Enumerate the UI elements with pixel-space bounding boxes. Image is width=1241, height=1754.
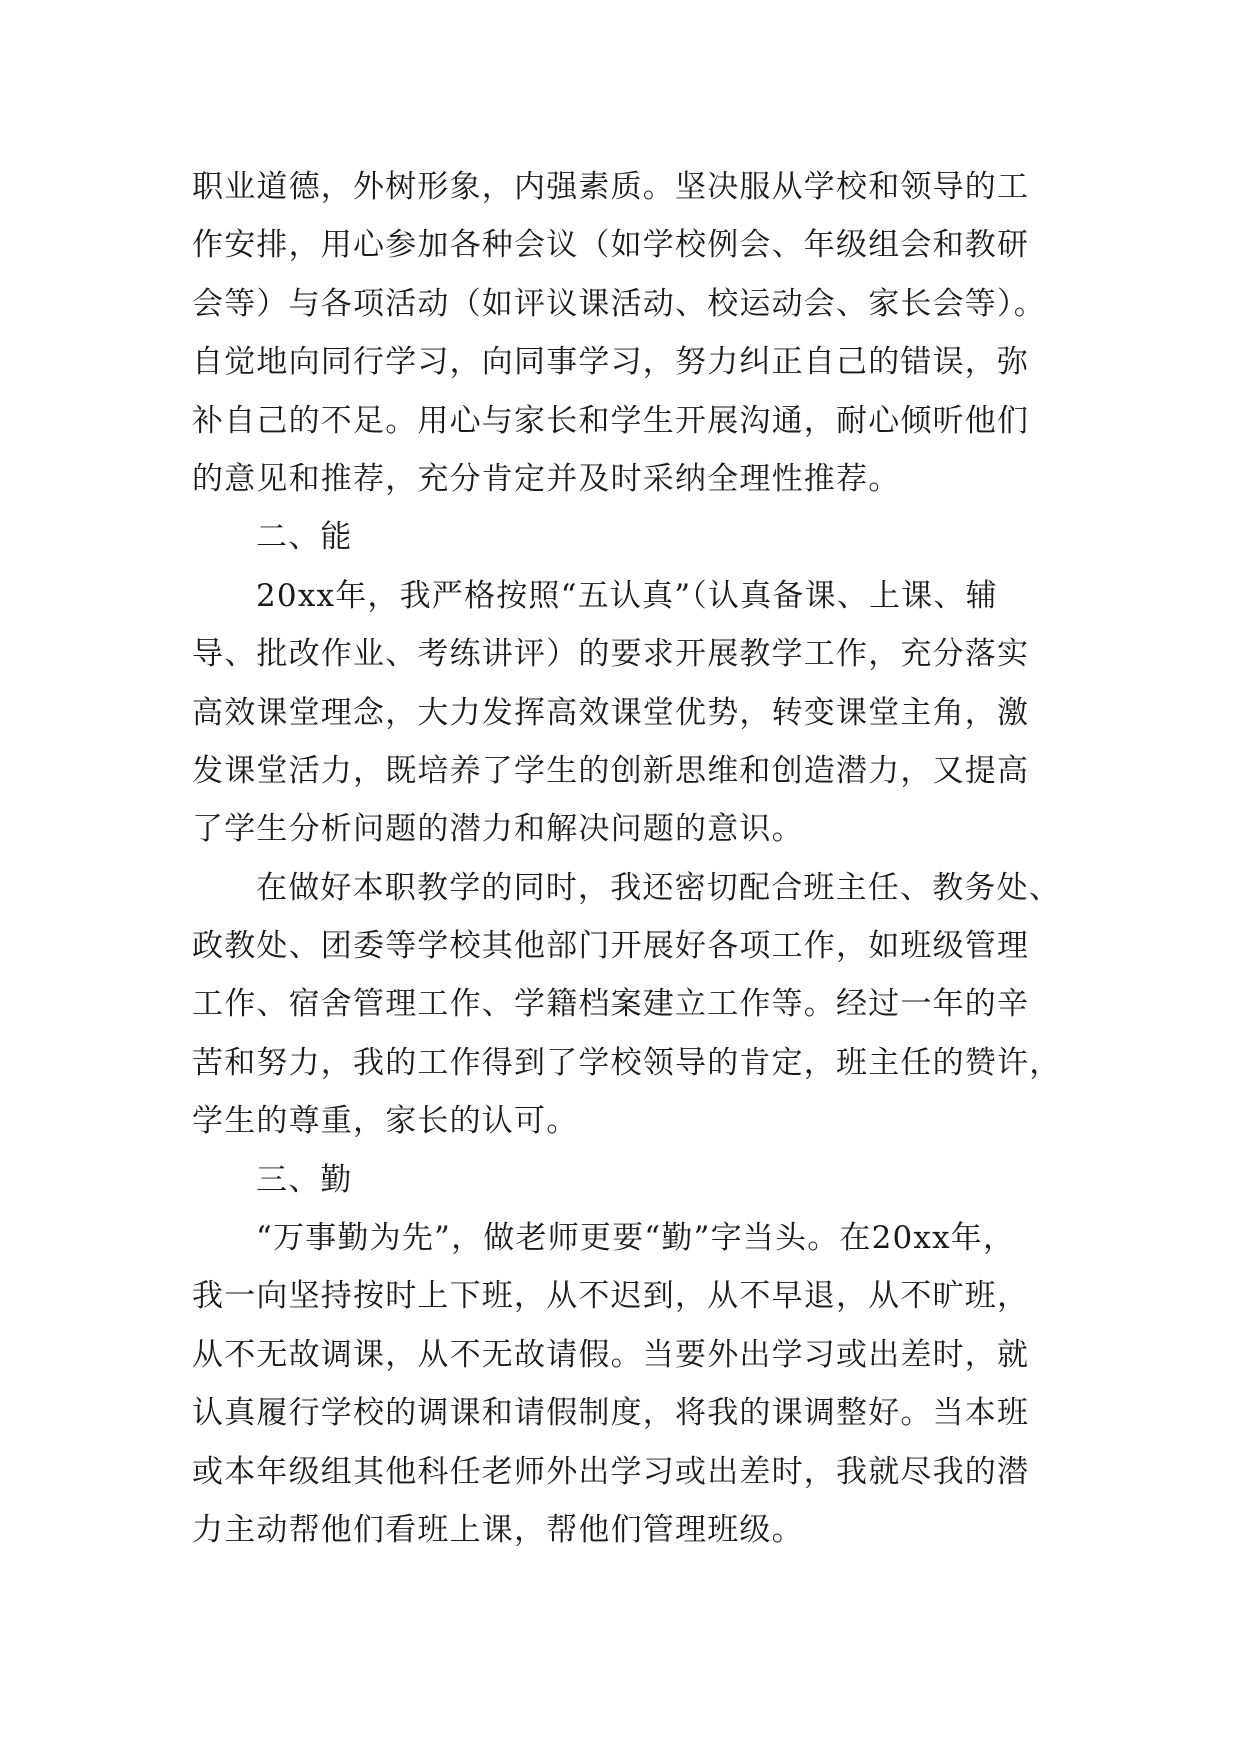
- document-line: 职业道德，外树形象，内强素质。坚决服从学校和领导的工: [192, 169, 1030, 205]
- document-line: 苦和努力，我的工作得到了学校领导的肯定，班主任的赞许，: [192, 1044, 1062, 1081]
- document-line: 了学生分析问题的潜力和解决问题的意识。: [192, 811, 804, 848]
- document-line: 学生的尊重，家长的认可。: [192, 1103, 579, 1140]
- document-line: 补自己的不足。用心与家长和学生开展沟通，耐心倾听他们: [192, 402, 1030, 439]
- document-line: 或本年级组其他科任老师外出学习或出差时，我就尽我的潜: [192, 1453, 1030, 1490]
- document-line: 自觉地向同行学习，向同事学习，努力纠正自己的错误，弥: [192, 344, 1030, 381]
- document-line: 作安排，用心参加各种会议（如学校例会、年级组会和教研: [192, 227, 1030, 264]
- document-line: 三、勤: [256, 1161, 353, 1198]
- document-line: 力主动帮他们看班上课，帮他们管理班级。: [192, 1511, 804, 1548]
- document-line: 的意见和推荐，充分肯定并及时采纳全理性推荐。: [192, 460, 901, 497]
- document-line: 工作、宿舍管理工作、学籍档案建立工作等。经过一年的辛: [192, 986, 1030, 1023]
- document-line: 导、批改作业、考练讲评）的要求开展教学工作，充分落实: [192, 636, 1030, 673]
- document-body: [192, 158, 1062, 1559]
- document-line: 高效课堂理念，大力发挥高效课堂优势，转变课堂主角，激: [192, 694, 1030, 731]
- document-line: 二、能: [256, 519, 353, 556]
- document-line: 发课堂活力，既培养了学生的创新思维和创造潜力，又提高: [192, 752, 1030, 789]
- document-line: 在做好本职教学的同时，我还密切配合班主任、教务处、: [256, 869, 1061, 906]
- document-line: 我一向坚持按时上下班，从不迟到，从不早退，从不旷班，: [192, 1278, 1030, 1315]
- document-line: “万事勤为先”，做老师更要“勤”字当头。在20xx年，: [256, 1220, 1016, 1257]
- document-line: 政教处、团委等学校其他部门开展好各项工作，如班级管理: [192, 928, 1030, 965]
- document-line: 认真履行学校的调课和请假制度，将我的课调整好。当本班: [192, 1395, 1030, 1432]
- document-line: 20xx年，我严格按照“五认真”（认真备课、上课、辅: [256, 577, 998, 614]
- document-line: 会等）与各项活动（如评议课活动、校运动会、家长会等）。: [192, 285, 1046, 322]
- document-line: 从不无故调课，从不无故请假。当要外出学习或出差时，就: [192, 1336, 1030, 1373]
